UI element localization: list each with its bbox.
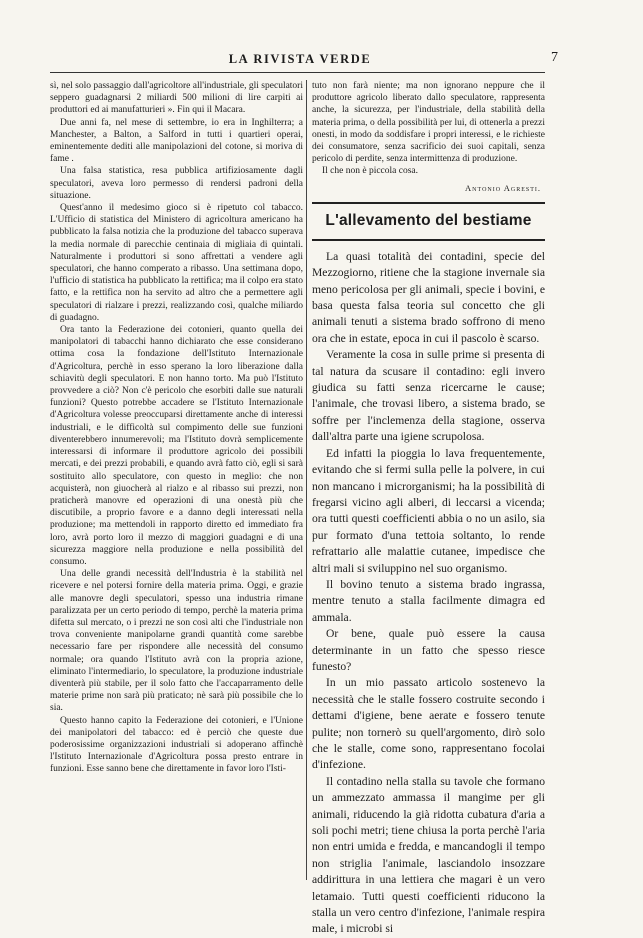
paragraph: Or bene, quale può essere la causa determinante in un fatto che spesso riesce funesto? [312,627,545,673]
paragraph: Due anni fa, nel mese di settembre, io era in Inghilterra; a Manchester, a Balton, a Salford in tutti i quartieri operai, eminentemente dediti alle manipolazioni del cotone, si moriva di fame . [50,117,303,165]
article-title-box [312,202,545,241]
page-header [50,48,558,70]
paragraph: sì, nel solo passaggio dall'agricoltore all'industriale, gli speculatori seppero guadagnarsi 2 miliardi 500 milioni di lire carpiti ai produttori ed ai manufatturieri ». Fin qui il Macara. [50,81,303,116]
article-title: L'allevamento del bestiame [325,211,532,229]
paragraph: Una falsa statistica, resa pubblica artifiziosamente dagli speculatori, aveva loro permesso di rendersi padroni della situazione. [50,166,303,201]
paragraph: Veramente la cosa in sulle prime si presenta di tal natura da scusare il contadino: egli invero giudica su fatti senza ricercarne le cause; l'animale, che trovasi libero, a sistema brado, se soffre per l'inclemenza della stagione, osserva dall'altra parte una igiene scrupolosa. [312,348,545,444]
closing-line: Il che non è piccola cosa. [322,166,419,177]
paragraph: Quest'anno il medesimo gioco si è ripetuto col tabacco. L'Ufficio di statistica del Ministero di agricoltura americano ha pubblicato la falsa notizia che la produzione del tabacco superava la media normale di parecchie centinaia di migliaia di quintali. Naturalmente i produttori si sono affrettati a vendere agli speculatori, che hanno comperato a ribasso. Una settimana dopo, l'ufficio di statistica ha pubblicato la rettifica; ma il colpo era stato fatto, e la rettifica non ha servito ad altro che a permettere agli speculatori di rialzare i prezzi, realizzando così, qualche miliardo di guadagno. [50,203,303,323]
paragraph: tuto non farà niente; ma non ignorano neppure che il produttore agricolo liberato dallo speculatore, rappresenta anche, la sicurezza, per l'industriale, della stabilità della materia prima, o della possibilità per lui, di ottenerla a prezzi onesti, in modo da soddisfare i propri interessi, e le richieste dei consumatore, senza sacrificio dei suoi capitali, senza pericolo di perdite, senza intermittenza di produzione. [312,81,545,165]
page-number: 7 [551,50,558,65]
column-divider [306,80,307,880]
header-rule [50,72,545,73]
paragraph: Ora tanto la Federazione dei cotonieri, quanto quella dei manipolatori di tabacchi hanno dichiarato che esse considerano ottima cosa la fondazione dell'Istituto Internazionale d'Agricoltura, perchè in esso sperano la loro liberazione dalla schiavitù degli speculatori. E non hanno torto. Ma può l'Istituto provvedere a ciò? Non c'è pericolo che esorbiti dalle sue naturali funzioni? Questo potrebbe accadere se l'Istituto Internazionale d'Agricoltura volesse preoccuparsi direttamente anche di interessi industriali, e le difficoltà sul compimento delle sue funzioni diventerebbero innumerevoli; ma l'Istituto dovrà semplicemente interessarsi di informare il produttore agricolo dei possibili mercati, e dei prezzi probabili, e quando avrà fatto ciò, egli si sarà sostituito allo speculatore, con questo in meglio: che non acquisterà, non giuocherà al rialzo e al ribasso sui prezzi, non praticherà manovre ed operazioni di una onestà più che discutibile, a proprio favore e a danno degli interessati nella produzione; ma mettendoli in rapporto diretto ed immediato fra loro, avrà porto loro il mezzo di maggiori guadagni e di una sicurezza maggiore nella produzione e nella possibilità del consumo. [50,325,303,567]
paragraph: Il contadino nella stalla su tavole che formano un ammezzato ammassa il mangime per gli animali, riducendo la già ridotta cubatura d'aria a soli pochi metri; tiene chiusa la porta perchè l'aria non entri umida e fredda, e mancandogli il tempo non striglia l'animale, lasciandolo insozzare addirittura in una lettiera che magari è un vero letamaio. Tutti questi coefficienti riducono la stalla un vero centro d'infezione, l'animale respira male, i microbi si [312,774,545,936]
paragraph: In un mio passato articolo sostenevo la necessità che le stalle fossero costruite secondo i dettami d'igiene, bene aerate e fossero tenute pulite; non tornerò su quell'argomento, dirò solo che le stalle, come sono, rappresentano focolai d'infezione. [312,676,545,772]
paragraph: La quasi totalità dei contadini, specie del Mezzogiorno, ritiene che la stagione invernale sia meno pericolosa per gli animali, specie i bovini, e basa questa falsa teoria sul concetto che gli animali tenuti a sistema brado soffrono di meno ora che in estate, epoca in cui il pascolo è scarso. [312,249,545,345]
right-column [312,80,545,938]
running-title: LA RIVISTA VERDE [228,52,372,66]
left-column [50,80,303,776]
author-signature: Antonio Agresti. [465,182,541,193]
previous-article-end [312,80,545,194]
paragraph: Ed infatti la pioggia lo lava frequentemente, evitando che si fermi sulla pelle la polvere, in cui non mancano i microrganismi; ha la possibilità di fregarsi vicino agli alberi, di leccarsi a vicenda; ora tutti questi coefficienti abbia o no un asilo, sia pur formato d'una tettoia soltanto, lo rende refrattario alle malattie cutanee, impedisce che altri mali si sviluppino nel suo organismo. [312,446,545,575]
paragraph: Una delle grandi necessità dell'Industria è la stabilità nel ricevere e nel potersi fornire della materia prima. Oggi, e grazie alle manovre degli speculatori, spesso una industria rimane paralizzata per un certo periodo di tempo, perchè la materia prima difetta sul mercato, o i prezzi ne son così alti che l'industriale non trova conveniente manipolarne grandi quantità come sarebbe necessario fare per rispondere alle necessità del consumo normale; ora quando l'Istituto avrà con la propria azione, eliminato l'intermediario, lo speculatore, la produzione industriale diventerà più stabile, per il solo fatto che l'accaparramento delle materie prime non sarà più praticato; nè sarà più possibile che lo sia. [50,569,303,714]
paragraph: Il bovino tenuto a sistema brado ingrassa, mentre tenuto a stalla facilmente dimagra ed ammala. [312,577,545,624]
paragraph: Questo hanno capito la Federazione dei cotonieri, e l'Unione dei manipolatori del tabacco: ed è perciò che queste due poderosissime organizzazioni industriali si adoperano affinchè l'Istituto Internazionale d'Agricoltura possa presto entrare in funzioni. Esse sanno bene che direttamente in favor loro l'Isti- [50,715,303,775]
article-body [312,249,545,938]
